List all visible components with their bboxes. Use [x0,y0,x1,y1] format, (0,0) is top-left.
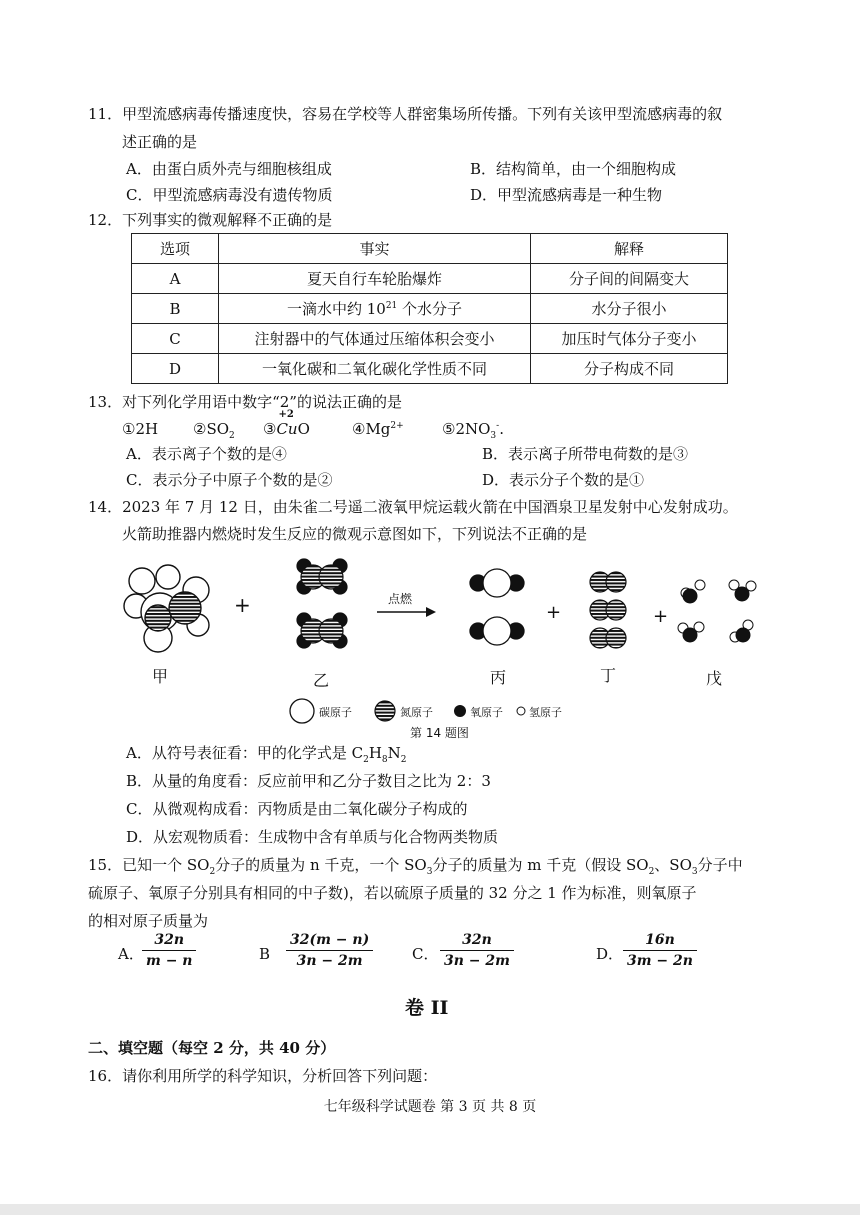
legend-hydrogen: 氢原子 [529,706,562,719]
q15-option-a-label: A． [118,945,144,963]
q13-item-2: $②SO_2$ [193,420,235,441]
q11-stem-line2: 述正确的是 [122,133,198,151]
q16-stem: 16．请你利用所学的科学知识，分析回答下列问题： [88,1067,438,1085]
row-fact: 一氧化碳和二氧化碳化学性质不同 [219,354,531,384]
q14-option-a: A．从符号表征看：甲的化学式是 $C_2H_8N_2$ [126,744,407,765]
row-fact: 一滴水中约 $10^{21}$ 个水分子 [219,294,531,324]
table-row [132,324,728,354]
q13-option-b: B．表示离子所带电荷数的是③ [482,445,689,463]
header-fact: 事实 [219,234,531,264]
q15-stem-line1: 15．已知一个 $SO_2$分子的质量为 n 千克，一个 $SO_3$分子的质量为 m 千克（假设 $SO_2$、$SO_3$分子中 [88,856,743,877]
row-fact: 注射器中的气体通过压缩体积会变小 [219,324,531,354]
arrow-label: 点燃 [388,592,413,606]
q15-stem-line3: 的相对原子质量为 [88,912,209,930]
molecule-ding [590,572,626,648]
label-wu: 戊 [706,669,723,688]
legend [290,699,562,723]
table-header-row [132,234,728,264]
label-yi: 乙 [313,671,330,690]
q15-option-c-fraction: $\frac{32n}{3n - 2m}$ [440,932,514,969]
legend-nitrogen: 氮原子 [400,706,433,719]
row-explanation: 分子间的间隔变大 [531,264,728,294]
label-jia: 甲 [152,667,169,686]
q13-item-3: ③ +2 CuO [263,409,310,438]
q12-table [131,233,728,384]
q14-reaction-diagram [0,545,860,745]
legend-carbon: 碳原子 [319,706,352,719]
label-bing: 丙 [490,668,507,687]
row-option: A [132,264,219,294]
q14-option-b: B．从量的角度看：反应前甲和乙分子数目之比为 2：3 [126,772,491,790]
q15-option-a-fraction: $\frac{32n}{m - n}$ [142,932,196,969]
q13-option-c: C．表示分子中原子个数的是② [126,471,333,489]
table-row [132,264,728,294]
row-explanation: 水分子很小 [531,294,728,324]
table-row [132,294,728,324]
q15-option-d-fraction: $\frac{16n}{3m - 2n}$ [623,932,697,969]
q11-option-a: A．由蛋白质外壳与细胞核组成 [126,160,332,178]
q11-stem-line1: 11．甲型流感病毒传播速度快，容易在学校等人群密集场所传播。下列有关该甲型流感病毒的叙 [88,105,723,123]
q15-option-b-label: B [259,945,271,963]
row-option: D [132,354,219,384]
q14-stem-line1: 14．2023 年 7 月 12 日，由朱雀二号遥二液氧甲烷运载火箭在中国酒泉卫星发射中心发射成功。 [88,498,738,516]
q13-item-5: $⑤2NO_3^-$. [442,420,504,441]
q15-stem-line2: 硫原子、氧原子分别具有相同的中子数)，若以硫原子质量的 32 分之 1 作为标准，则氧原子 [88,884,697,902]
molecule-jia [124,565,209,652]
legend-hydrogen-swatch [517,707,525,715]
q15-option-d-label: D． [596,945,624,963]
q13-option-d: D．表示分子个数的是① [482,471,645,489]
scan-edge [0,1204,860,1215]
q11-option-d: D．甲型流感病毒是一种生物 [470,186,663,204]
row-option: C [132,324,219,354]
plus-sign: + [234,593,251,617]
q13-item-4: $④Mg^{2+}$ [352,420,404,438]
q14-option-c: C．从微观构成看：丙物质是由二氧化碳分子构成的 [126,800,468,818]
section-title: 卷 II [405,997,449,1019]
q15-option-b-fraction: $\frac{32(m - n)}{3n - 2m}$ [286,932,373,969]
q15-option-c-label: C． [412,945,439,963]
q13-stem: 13．对下列化学用语中数字“2”的说法正确的是 [88,393,402,411]
header-option: 选项 [132,234,219,264]
label-ding: 丁 [600,666,617,685]
q11-option-b: B．结构简单，由一个细胞构成 [470,160,677,178]
row-explanation: 分子构成不同 [531,354,728,384]
q14-stem-line2: 火箭助推器内燃烧时发生反应的微观示意图如下，下列说法不正确的是 [122,525,588,543]
header-explanation: 解释 [531,234,728,264]
molecule-yi [297,613,347,648]
row-option: B [132,294,219,324]
figure-caption: 第 14 题图 [410,726,469,740]
q14-option-d: D．从宏观物质看：生成物中含有单质与化合物两类物质 [126,828,499,846]
q11-option-c: C．甲型流感病毒没有遗传物质 [126,186,333,204]
table-row [132,354,728,384]
molecule-bing [470,617,524,645]
row-fact: 夏天自行车轮胎爆炸 [219,264,531,294]
q12-stem: 12．下列事实的微观解释不正确的是 [88,211,333,229]
molecule-wu [678,580,756,642]
legend-oxygen-swatch [454,705,466,717]
q13-option-a: A．表示离子个数的是④ [126,445,287,463]
fill-in-section-header: 二、填空题（每空 2 分，共 40 分） [88,1039,336,1057]
row-explanation: 加压时气体分子变小 [531,324,728,354]
q13-item-1: ①2H [122,420,159,438]
legend-carbon-swatch [290,699,314,723]
reaction-arrow [377,591,436,617]
molecule-bing [470,569,524,597]
molecule-yi [297,559,347,594]
plus-sign: + [546,602,562,623]
legend-nitrogen-swatch [375,701,395,721]
page-footer: 七年级科学试题卷 第 3 页 共 8 页 [323,1099,537,1115]
plus-sign: + [653,606,669,627]
legend-oxygen: 氧原子 [470,706,503,719]
